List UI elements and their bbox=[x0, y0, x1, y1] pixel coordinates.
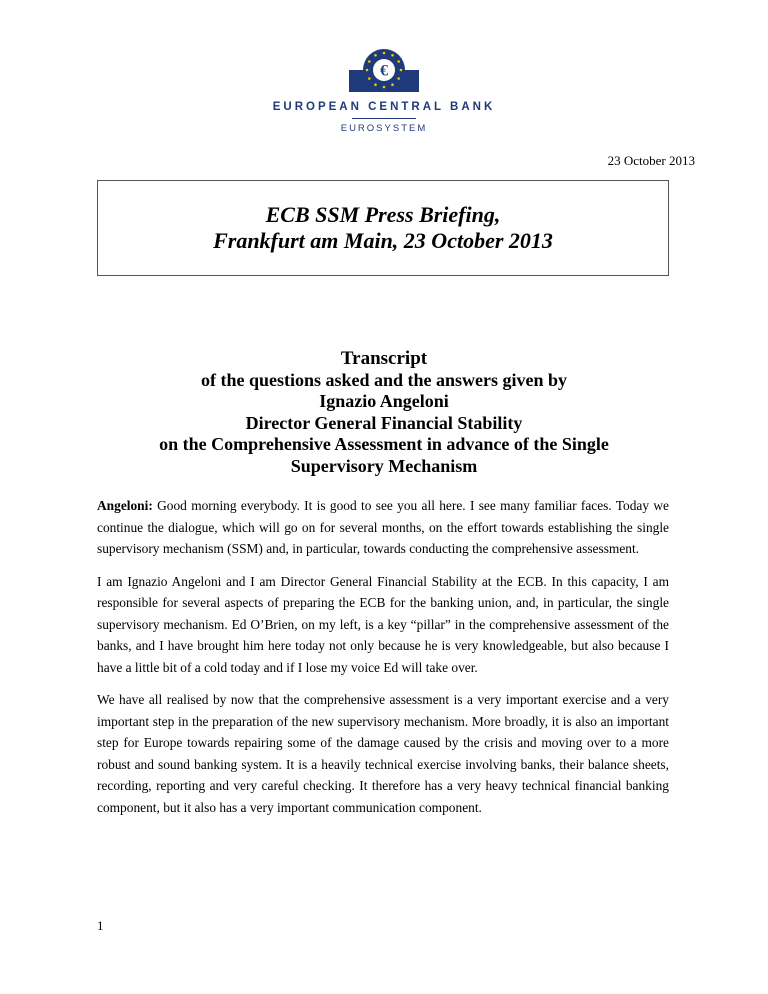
ecb-emblem-icon bbox=[349, 48, 419, 92]
bank-name: EUROPEAN CENTRAL BANK bbox=[272, 101, 496, 113]
page-number: 1 bbox=[97, 918, 104, 933]
transcript-body bbox=[97, 495, 669, 829]
speaker-name: Angeloni: bbox=[97, 498, 153, 513]
paragraph-1 bbox=[97, 495, 669, 560]
transcript-heading bbox=[96, 348, 672, 477]
logo-divider bbox=[352, 118, 416, 119]
ecb-logo bbox=[0, 48, 768, 134]
title-box bbox=[97, 180, 669, 276]
transcript-line-5: on the Comprehensive Assessment in advance of the Single bbox=[159, 434, 609, 454]
title-line-1: ECB SSM Press Briefing, bbox=[265, 202, 501, 227]
paragraph-2: I am Ignazio Angeloni and I am Director General Financial Stability at the ECB. In this capacity, I am responsible for several aspects of preparing the ECB for the banking union, and, in particular, the single supervisory mechanism. Ed O’Brien, on my left, is a key “pillar” in the comprehensive assessment of the banks, and I have brought him here today not only because he is very knowledgeable, but also because I have a little bit of a cold today and if I lose my voice Ed will take over. bbox=[97, 573, 669, 675]
paragraph-3: We have all realised by now that the comprehensive assessment is a very important exercise and a very important step in the preparation of the new supervisory mechanism. More broadly, it is also an important step for Europe towards repairing some of the damage caused by the crisis and moving over to a more robust and sound banking system. It is a heavily technical exercise involving banks, their balance sheets, recording, reporting and very careful checking. It therefore has a very heavy technical financial banking component, but it also has a very important communication component. bbox=[97, 692, 669, 815]
title-line-2: Frankfurt am Main, 23 October 2013 bbox=[213, 228, 553, 253]
document-date: 23 October 2013 bbox=[607, 153, 695, 168]
transcript-line-4: Director General Financial Stability bbox=[245, 412, 523, 433]
transcript-line-2: of the questions asked and the answers given by bbox=[200, 369, 568, 390]
transcript-line-3: Ignazio Angeloni bbox=[319, 391, 449, 411]
paragraph-1-text: Good morning everybody. It is good to see you all here. I see many familiar faces. Today we continue the dialogue, which will go on for several months, on the effort towards establishing the single supervisory mechanism (SSM) and, in particular, towards conducting the comprehensive assessment. bbox=[97, 498, 669, 556]
transcript-line-6: Supervisory Mechanism bbox=[290, 455, 478, 476]
transcript-line-1: Transcript bbox=[340, 348, 428, 369]
svg-text:€: € bbox=[380, 62, 388, 80]
eurosystem-label: EUROSYSTEM bbox=[340, 123, 428, 134]
